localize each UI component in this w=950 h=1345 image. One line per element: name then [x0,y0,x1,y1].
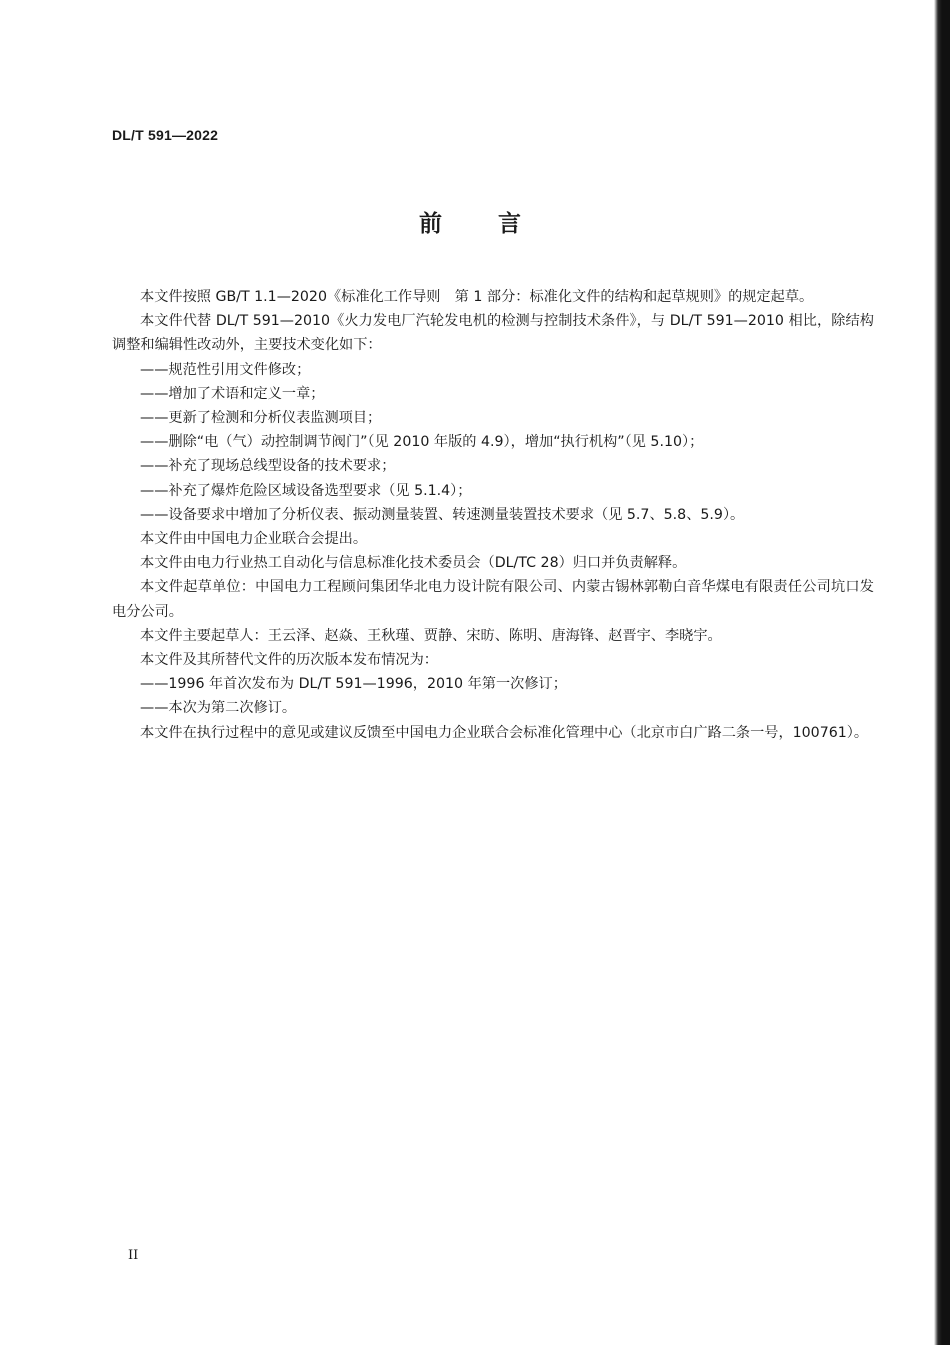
change-item: ——规范性引用文件修改； [140,361,311,378]
paragraph-drafting-units: 本文件起草单位：中国电力工程顾问集团华北电力设计院有限公司、内蒙古锡林郭勒白音华煤电有限责任公司坑口发电分公司。 [112,579,874,620]
document-code: DL/T 591—2022 [112,127,219,143]
change-item: ——设备要求中增加了分析仪表、振动测量装置、转速测量装置技术要求（见 5.7、5.8、5.9）。 [140,506,745,523]
change-item: ——补充了现场总线型设备的技术要求； [140,458,396,475]
change-item: ——删除“电（气）动控制调节阀门”（见 2010 年版的 4.9），增加“执行机构”（见 5.10）； [140,434,704,451]
change-item: ——补充了爆炸危险区域设备选型要求（见 5.1.4）； [140,482,472,499]
paragraph-history-intro: 本文件及其所替代文件的历次版本发布情况为： [140,652,438,669]
page-number: II [128,1248,139,1263]
foreword-body [112,285,874,745]
change-item: ——更新了检测和分析仪表监测项目； [140,410,382,427]
paragraph-drafters: 本文件主要起草人：王云泽、赵焱、王秋瑾、贾静、宋昉、陈明、唐海锋、赵晋宇、李晓宇。 [140,627,722,644]
paragraph-replacement: 本文件代替 DL/T 591—2010《火力发电厂汽轮发电机的检测与控制技术条件》，与 DL/T 591—2010 相比，除结构调整和编辑性改动外，主要技术变化如下： [112,313,874,354]
paragraph-proposer: 本文件由中国电力企业联合会提出。 [140,531,368,548]
history-item: ——本次为第二次修订。 [140,700,297,717]
history-item: ——1996 年首次发布为 DL/T 591—1996，2010 年第一次修订； [140,676,567,693]
paragraph-feedback: 本文件在执行过程中的意见或建议反馈至中国电力企业联合会标准化管理中心（北京市白广路二条一号，100761）。 [140,724,869,741]
paragraph-committee: 本文件由电力行业热工自动化与信息标准化技术委员会（DL/TC 28）归口并负责解释。 [140,555,687,572]
scan-edge [920,0,950,1345]
paragraph-drafting-rules: 本文件按照 GB/T 1.1—2020《标准化工作导则 第 1 部分：标准化文件的结构和起草规则》的规定起草。 [140,289,814,305]
change-item: ——增加了术语和定义一章； [140,385,325,402]
page-title: 前言 [419,211,577,237]
